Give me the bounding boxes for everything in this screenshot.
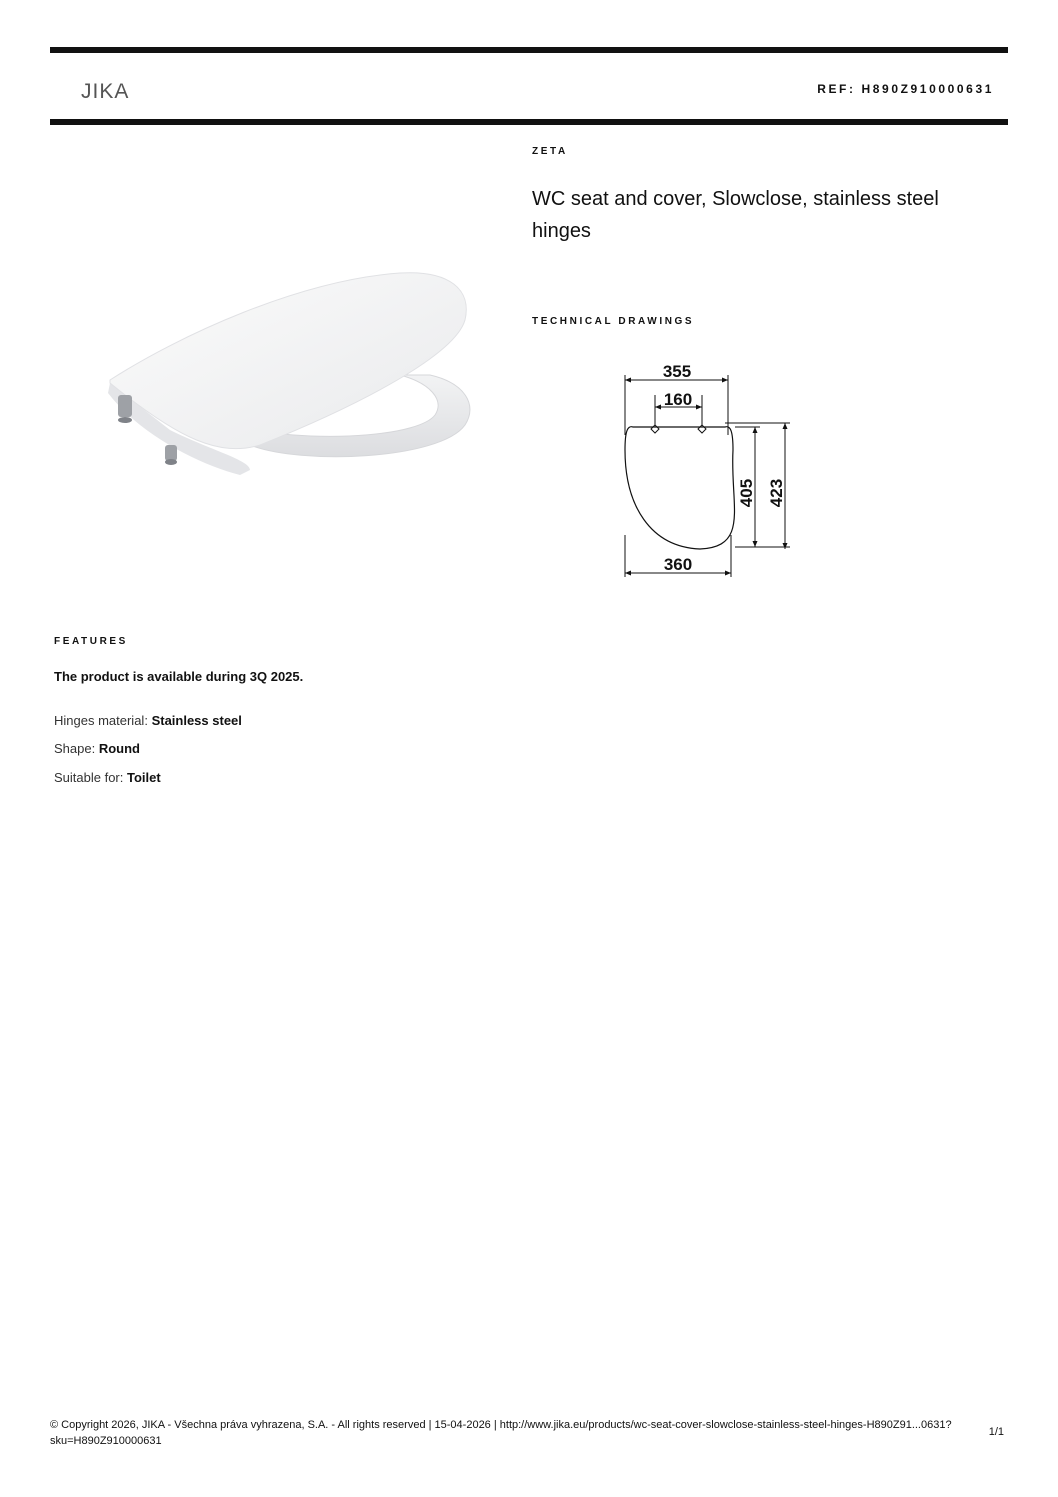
features-heading: FEATURES: [54, 636, 128, 647]
spec-label: Suitable for:: [54, 770, 124, 785]
dim-hinge-spacing: 160: [663, 390, 693, 409]
reference-code: REF: H890Z910000631: [817, 82, 994, 96]
dim-bottom-width: 360: [663, 555, 693, 574]
spec-value: Toilet: [127, 770, 161, 785]
spec-hinges-material: [54, 713, 242, 728]
technical-drawing: [615, 355, 805, 590]
availability-note: The product is available during 3Q 2025.: [54, 669, 304, 684]
spec-shape: [54, 741, 140, 756]
toilet-seat-icon: [100, 265, 480, 480]
spec-label: Shape:: [54, 741, 96, 756]
product-brand: ZETA: [532, 146, 568, 157]
page-number: 1/1: [988, 1426, 1004, 1438]
spec-value: Stainless steel: [151, 713, 242, 728]
logo-text: JIKA: [81, 80, 130, 103]
technical-drawings-heading: TECHNICAL DRAWINGS: [532, 316, 695, 327]
dim-top-width: 355: [662, 362, 692, 381]
top-rule: [50, 47, 1008, 53]
spec-value: Round: [98, 741, 140, 756]
spec-label: Hinges material:: [54, 713, 148, 728]
product-title: WC seat and cover, Slowclose, stainless steel hinges: [532, 188, 939, 242]
jika-logo: [81, 80, 129, 104]
dim-inner-height: 405: [737, 478, 756, 508]
spec-suitable-for: [54, 770, 161, 785]
header-rule: [50, 119, 1008, 125]
footer-copyright: © Copyright 2026, JIKA - Všechna práva vyhrazena, S.A. - All rights reserved | 15-04-2026 | http://www.jika.eu/products/wc-seat-cover-slowclose-stainless-steel-hinges-H890Z91...0631?sku=H890Z910000631: [50, 1419, 952, 1447]
dim-outer-height: 423: [767, 478, 786, 508]
